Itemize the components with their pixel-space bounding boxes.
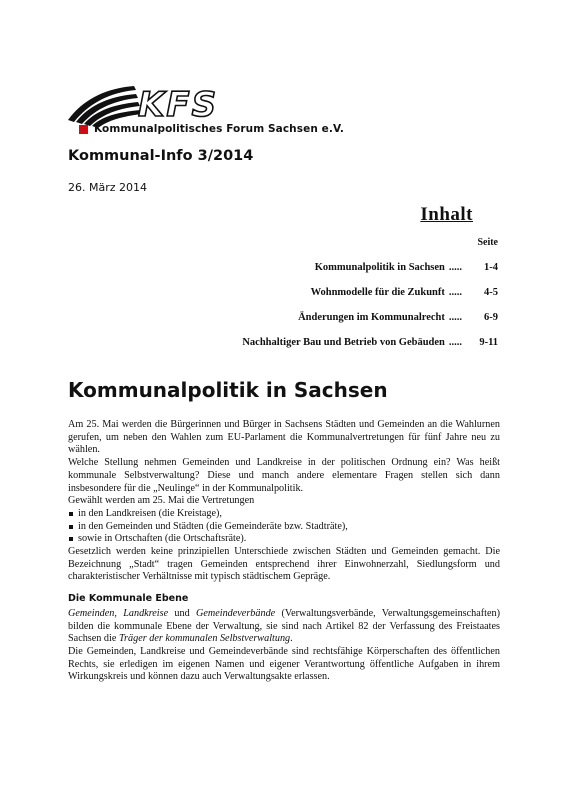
toc-item[interactable] — [311, 287, 498, 298]
paragraph: Gesetzlich werden keine prinzipiellen Unterschiede zwischen Städten und Gemeinden gemacht. Die Bezeichnung „Stadt“ tragen Gemeinden entsprechend ihrer Einwohnerzahl, Siedlungsform und charakteristischer Verhältnisse mit typisch städtischem Gepräge. — [68, 546, 500, 583]
paragraph: Am 25. Mai werden die Bürgerinnen und Bürger in Sachsens Städten und Gemeinden an die Wahlurnen gerufen, um neben den Wahlen zum EU-Parlament die Kommunalvertretungen für fünf Jahre neu zu wählen. — [68, 419, 500, 456]
toc-item-dots: ..... — [448, 262, 462, 273]
toc-item-pages: 1-4 — [484, 262, 498, 273]
logo-red-square — [79, 125, 88, 134]
text-run: und — [168, 607, 196, 619]
toc-item-title: Kommunalpolitik in Sachsen — [314, 262, 445, 273]
list-item: sowie in Ortschaften (die Ortschaftsräte). — [68, 533, 500, 546]
italic-term: Landkreise — [123, 607, 169, 619]
article-body — [68, 419, 500, 684]
list-item: in den Gemeinden und Städten (die Gemeinderäte bzw. Stadträte), — [68, 521, 500, 534]
toc-page-label: Seite — [477, 237, 498, 248]
logo-org-name: Kommunalpolitisches Forum Sachsen e.V. — [94, 123, 344, 135]
toc-item-pages: 6-9 — [484, 312, 498, 323]
toc-item-pages: 9-11 — [479, 337, 498, 348]
issue-title: Kommunal-Info 3/2014 — [68, 148, 254, 164]
logo-letters: KFS — [138, 85, 219, 125]
toc-item-dots: ..... — [448, 337, 462, 348]
paragraph: Die Gemeinden, Landkreise und Gemeindeverbände sind rechtsfähige Körperschaften des öffentlichen Rechts, sie erledigen im eigenen Namen und eigener Verantwortung öffentliche Aufgaben in ihrem Wirkungskreis und können dazu auch Verwaltungsakte erlassen. — [68, 645, 500, 683]
toc-heading: Inhalt — [420, 204, 473, 225]
text-run: . — [290, 633, 293, 645]
text-run: (Verwaltungsverbände, Verwaltungsgemeinschaften) bilden die kommunale Ebene der Verwaltung, sie sind nach Artikel 82 der Verfassung des Freistaates Sachsen die — [68, 607, 501, 645]
toc-item-pages: 4-5 — [484, 287, 498, 298]
paragraph — [68, 608, 500, 646]
section-heading: Die Kommunale Ebene — [68, 593, 189, 605]
bullet-list — [68, 508, 500, 546]
text-run: , — [114, 607, 124, 619]
paragraph: Welche Stellung nehmen Gemeinden und Landkreise in der politischen Ordnung ein? Was heißt kommunale Selbstverwaltung? Diese und manch andere elementare Fragen stellen sich dann insbesondere für die „Neulinge“ in der Kommunalpolitik. — [68, 457, 500, 494]
toc-item-dots: ..... — [448, 312, 462, 323]
list-item: in den Landkreisen (die Kreistage), — [68, 508, 500, 521]
toc-item-title: Wohnmodelle für die Zukunft — [310, 287, 445, 298]
toc-item[interactable] — [315, 262, 498, 273]
toc-item-dots: ..... — [448, 287, 462, 298]
italic-term: Träger der kommunalen Selbstverwaltung — [118, 633, 291, 645]
toc-item[interactable] — [298, 312, 498, 323]
toc-item-title: Nachhaltiger Bau und Betrieb von Gebäuden — [242, 337, 445, 348]
toc-item[interactable] — [242, 337, 498, 348]
italic-term: Gemeindeverbände — [195, 607, 276, 619]
article-heading: Kommunalpolitik in Sachsen — [68, 378, 388, 402]
italic-term: Gemeinden — [68, 607, 115, 619]
toc-item-title: Änderungen im Kommunalrecht — [298, 312, 445, 323]
issue-date: 26. März 2014 — [68, 181, 148, 194]
paragraph: Gewählt werden am 25. Mai die Vertretungen — [68, 495, 255, 507]
